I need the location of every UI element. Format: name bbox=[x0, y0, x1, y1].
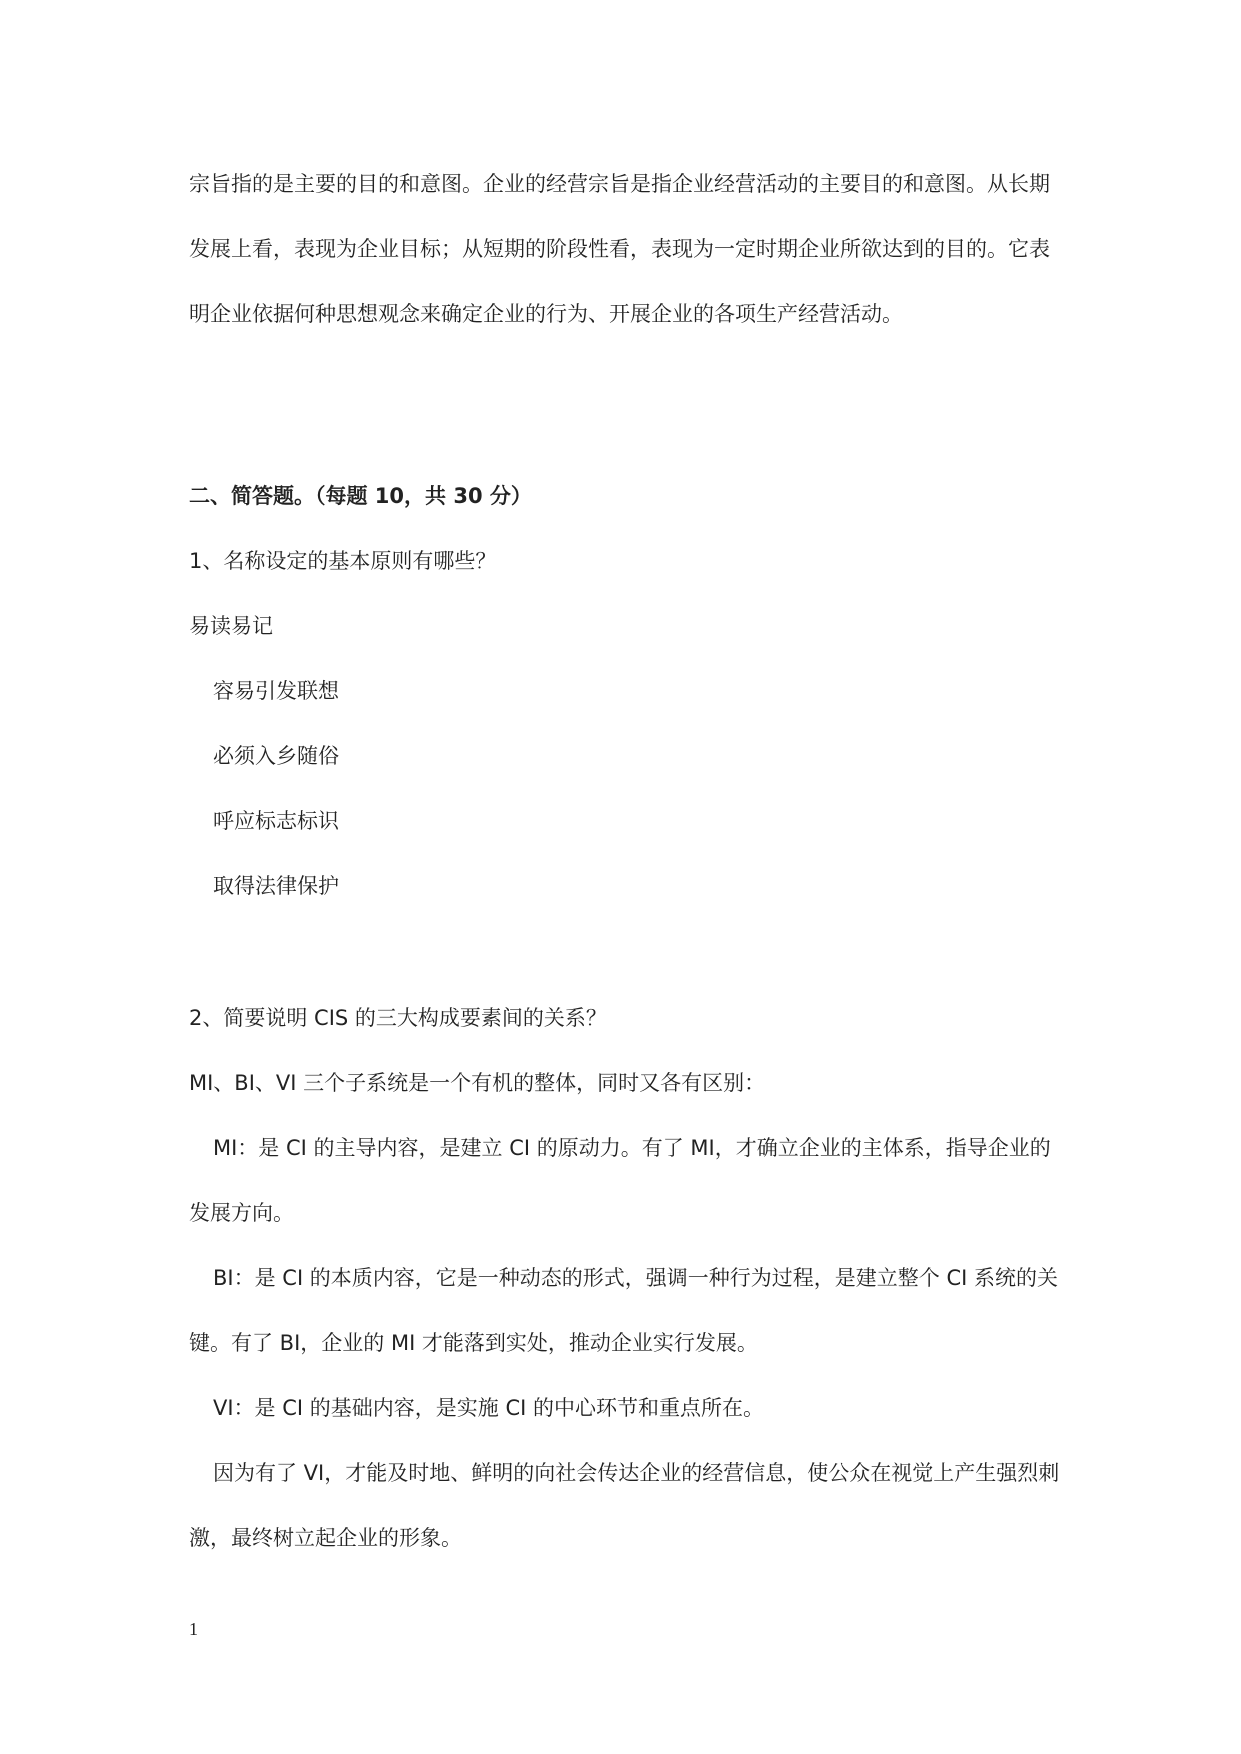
answer-item: 容易引发联想 bbox=[213, 679, 339, 703]
question-2: 2、简要说明 CIS 的三大构成要素间的关系？ bbox=[189, 1006, 607, 1030]
page-number: 1 bbox=[189, 1619, 198, 1639]
paragraph-line-2: 发展上看，表现为企业目标；从短期的阶段性看，表现为一定时期企业所欲达到的目的。它表 bbox=[189, 237, 1050, 261]
question-2-intro: MI、BI、VI 三个子系统是一个有机的整体，同时又各有区别： bbox=[189, 1071, 766, 1095]
question-1: 1、名称设定的基本原则有哪些？ bbox=[189, 549, 497, 573]
conclusion-line-2: 激，最终树立起企业的形象。 bbox=[189, 1526, 462, 1550]
mi-description-line-1: MI：是 CI 的主导内容，是建立 CI 的原动力。有了 MI，才确立企业的主体系，指导企业的 bbox=[213, 1136, 1051, 1160]
vi-description-line: VI：是 CI 的基础内容，是实施 CI 的中心环节和重点所在。 bbox=[213, 1396, 764, 1420]
conclusion-line-1: 因为有了 VI，才能及时地、鲜明的向社会传达企业的经营信息，使公众在视觉上产生强烈刺 bbox=[213, 1461, 1060, 1485]
bi-description-line-1: BI：是 CI 的本质内容，它是一种动态的形式，强调一种行为过程，是建立整个 CI 系统的关 bbox=[213, 1266, 1059, 1290]
paragraph-line-3: 明企业依据何种思想观念来确定企业的行为、开展企业的各项生产经营活动。 bbox=[189, 302, 903, 326]
answer-item: 呼应标志标识 bbox=[213, 809, 339, 833]
answer-item: 取得法律保护 bbox=[213, 874, 339, 898]
answer-item: 易读易记 bbox=[189, 614, 273, 638]
section-heading: 二、简答题。（每题 10，共 30 分） bbox=[189, 484, 532, 508]
answer-item: 必须入乡随俗 bbox=[213, 744, 339, 768]
mi-description-line-2: 发展方向。 bbox=[189, 1201, 294, 1225]
paragraph-line-1: 宗旨指的是主要的目的和意图。企业的经营宗旨是指企业经营活动的主要目的和意图。从长期 bbox=[189, 172, 1050, 196]
bi-description-line-2: 键。有了 BI，企业的 MI 才能落到实处，推动企业实行发展。 bbox=[189, 1331, 758, 1355]
